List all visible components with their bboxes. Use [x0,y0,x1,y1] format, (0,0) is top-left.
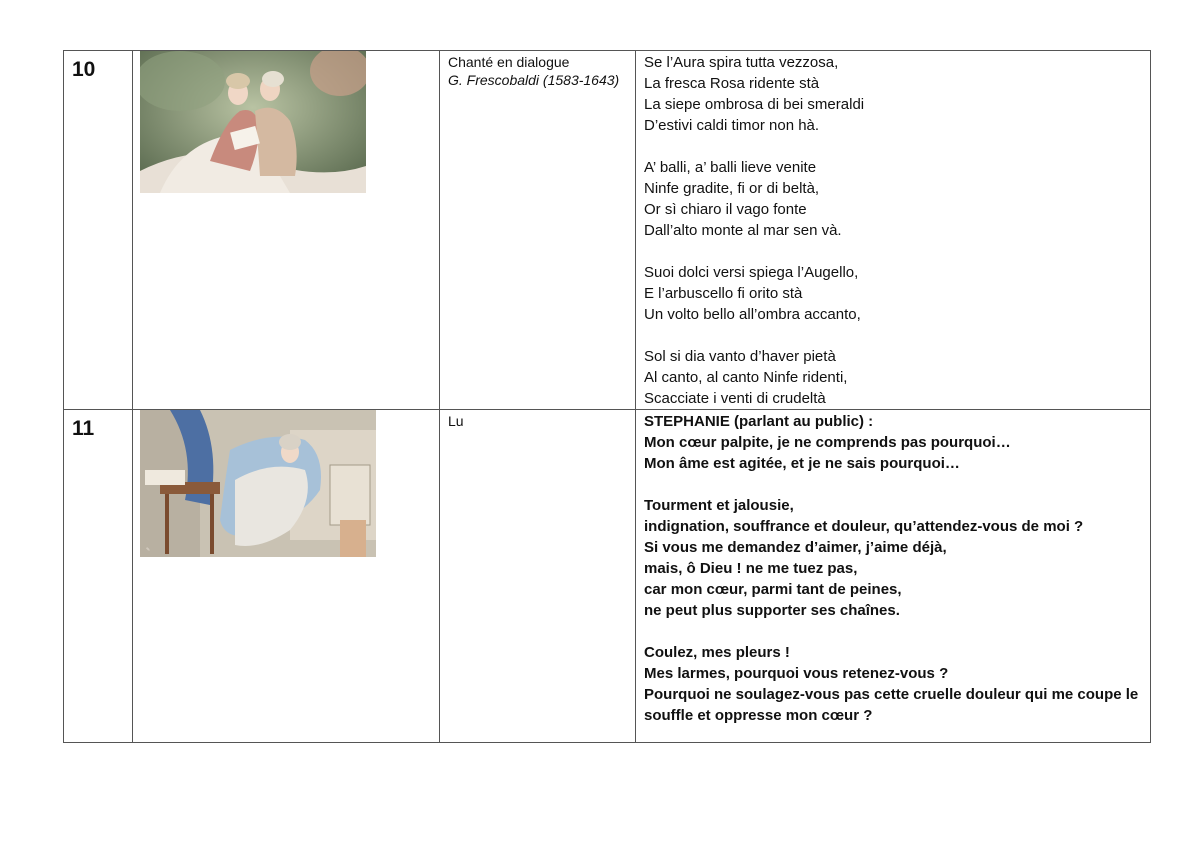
lyric-line: Mon cœur palpite, je ne comprends pas pourquoi… [644,434,1011,451]
lyric-line: D’estivi caldi timor non hà. [644,117,820,134]
lyric-line: Ninfe gradite, fi or di beltà, [644,180,820,197]
stanza [644,52,1142,136]
lyric-line: Scacciate i venti di crudeltà [644,390,826,407]
lyric-line: ne peut plus supporter ses chaînes. [644,602,900,619]
lyric-line: La siepe ombrosa di bei smeraldi [644,96,865,113]
lyric-line: Mon âme est agitée, et je ne sais pourquoi… [644,455,960,472]
lyric-line: indignation, souffrance et douleur, qu’attendez-vous de moi ? [644,518,1084,535]
stanza [644,262,1142,325]
image-cell [133,51,440,410]
lyric-line: Un volto bello all’ombra accanto, [644,306,861,323]
lyric-line: Tourment et jalousie, [644,497,794,514]
lyric-line: Sol si dia vanto d’haver pietà [644,348,836,365]
number-cell [64,410,133,743]
painting-lovers-image [140,51,366,193]
lyric-line: Or sì chiaro il vago fonte [644,201,807,218]
lyric-line: La fresca Rosa ridente stà [644,75,820,92]
lyric-line: mais, ô Dieu ! ne me tuez pas, [644,560,858,577]
lyrics-cell [636,51,1151,410]
program-table [63,50,1151,743]
info-cell [440,410,636,743]
lyric-line: Al canto, al canto Ninfe ridenti, [644,369,848,386]
stanza [644,157,1142,241]
lyric-line: Suoi dolci versi spiega l’Augello, [644,264,859,281]
stanza [644,642,1142,726]
lyrics-text [636,410,1150,726]
lyric-line: E l’arbuscello fi orito stà [644,285,803,302]
table-row [64,410,1151,743]
row-number: 11 [72,417,95,440]
info-cell [440,51,636,410]
piece-title: Lu [448,413,464,429]
piece-title: Chanté en dialogue [448,54,570,70]
composer: G. Frescobaldi (1583-1643) [448,72,620,88]
lyric-line: STEPHANIE (parlant au public) : [644,413,874,430]
lyrics-text [636,51,1150,409]
lyric-line: Coulez, mes pleurs ! [644,644,790,661]
row-number: 10 [72,58,96,81]
lyrics-cell [636,410,1151,743]
lyric-line: Mes larmes, pourquoi vous retenez-vous ? [644,665,949,682]
painting-reclining-woman-image [140,410,376,557]
stanza [644,411,1142,474]
lyric-line: A’ balli, a’ balli lieve venite [644,159,817,176]
stanza [644,495,1142,621]
lyric-line: Dall’alto monte al mar sen và. [644,222,842,239]
lyric-line: Si vous me demandez d’aimer, j’aime déjà, [644,539,947,556]
table-row [64,51,1151,410]
lyric-line: Se l’Aura spira tutta vezzosa, [644,54,839,71]
stanza [644,346,1142,409]
painting-signature: ✎ [146,547,151,553]
image-cell [133,410,440,743]
lyric-line: car mon cœur, parmi tant de peines, [644,581,902,598]
number-cell [64,51,133,410]
lyric-line: Pourquoi ne soulagez-vous pas cette cruelle douleur qui me coupe le souffle et oppresse mon cœur ? [644,686,1139,724]
